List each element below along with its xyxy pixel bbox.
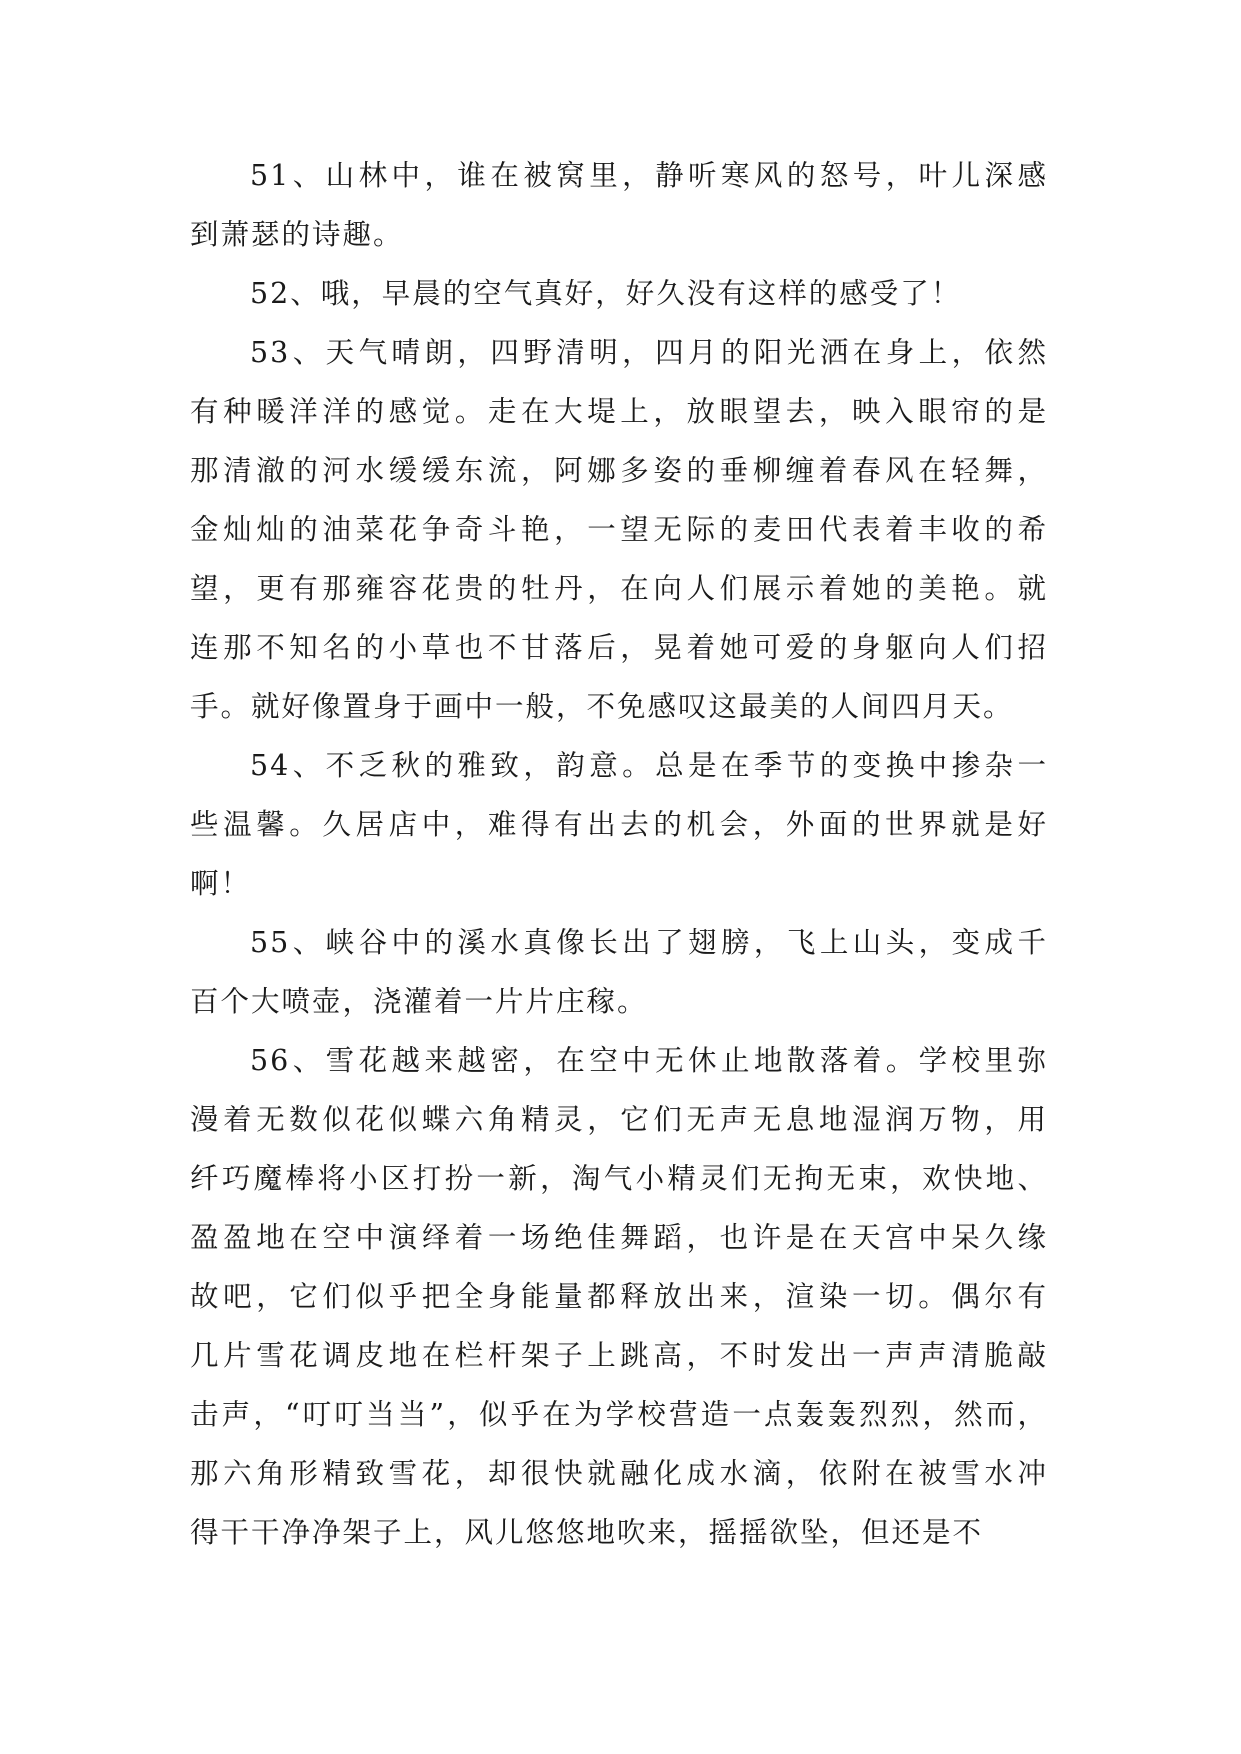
paragraph [190, 1031, 1048, 1562]
text-line: 些温馨。久居店中，难得有出去的机会，外面的世界就是好 [190, 808, 1048, 841]
text-line: 53、天气晴朗，四野清明，四月的阳光洒在身上，依然 [250, 336, 1048, 369]
text-line: 故吧，它们似乎把全身能量都释放出来，渲染一切。偶尔有 [190, 1280, 1048, 1313]
text-line: 纤巧魔棒将小区打扮一新，淘气小精灵们无拘无束，欢快地、 [190, 1162, 1048, 1195]
text-line: 啊！ [190, 867, 252, 900]
text-line: 望，更有那雍容花贵的牡丹，在向人们展示着她的美艳。就 [190, 572, 1048, 605]
paragraph [190, 736, 1048, 913]
text-line: 52、哦，早晨的空气真好，好久没有这样的感受了！ [250, 277, 962, 310]
text-line: 盈盈地在空中演绎着一场绝佳舞蹈，也许是在天宫中呆久缘 [190, 1221, 1048, 1254]
paragraph [190, 323, 1048, 736]
text-line: 百个大喷壶，浇灌着一片片庄稼。 [190, 985, 648, 1018]
paragraph [190, 913, 1048, 1031]
text-line: 56、雪花越来越密，在空中无休止地散落着。学校里弥 [250, 1044, 1048, 1077]
text-line: 55、峡谷中的溪水真像长出了翅膀，飞上山头，变成千 [250, 926, 1048, 959]
text-line: 有种暖洋洋的感觉。走在大堤上，放眼望去，映入眼帘的是 [190, 395, 1048, 428]
text-line: 那清澈的河水缓缓东流，阿娜多姿的垂柳缠着春风在轻舞， [190, 454, 1048, 487]
text-line: 那六角形精致雪花，却很快就融化成水滴，依附在被雪水冲 [190, 1457, 1048, 1490]
document-body [190, 146, 1048, 1562]
text-line: 几片雪花调皮地在栏杆架子上跳高，不时发出一声声清脆敲 [190, 1339, 1048, 1372]
text-line: 得干干净净架子上，风儿悠悠地吹来，摇摇欲坠，但还是不 [190, 1516, 984, 1549]
text-line: 手。就好像置身于画中一般，不免感叹这最美的人间四月天。 [190, 690, 1014, 723]
text-line: 击声，“叮叮当当”，似乎在为学校营造一点轰轰烈烈，然而， [190, 1398, 1048, 1431]
paragraph [190, 146, 1048, 264]
text-line: 到萧瑟的诗趣。 [190, 218, 404, 251]
text-line: 漫着无数似花似蝶六角精灵，它们无声无息地湿润万物，用 [190, 1103, 1048, 1136]
text-line: 54、不乏秋的雅致，韵意。总是在季节的变换中掺杂一 [250, 749, 1048, 782]
text-line: 金灿灿的油菜花争奇斗艳，一望无际的麦田代表着丰收的希 [190, 513, 1048, 546]
paragraph [190, 264, 1048, 323]
document-page [190, 146, 1048, 1562]
text-line: 连那不知名的小草也不甘落后，晃着她可爱的身躯向人们招 [190, 631, 1048, 664]
text-line: 51、山林中，谁在被窝里，静听寒风的怒号，叶儿深感 [250, 159, 1048, 192]
